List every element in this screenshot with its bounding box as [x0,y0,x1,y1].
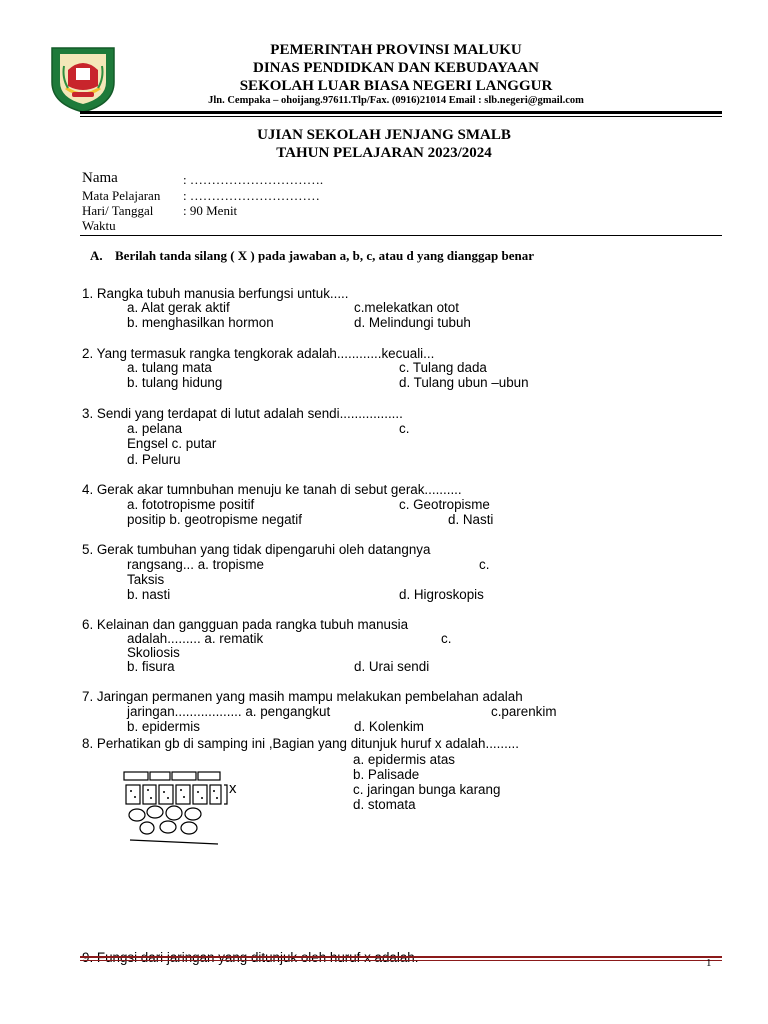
question-4: 4. Gerak akar tumnbuhan menuju ke tanah di sebut gerak.......... [82,482,462,497]
question-7: 7. Jaringan permanen yang masih mampu melakukan pembelahan adalah [82,689,523,704]
q3-option-a[interactable]: a. pelana [127,421,183,436]
q2-option-d[interactable]: d. Tulang ubun –ubun [399,375,529,390]
mapel-label: Mata Pelajaran [82,188,161,203]
nama-label: Nama [82,170,118,186]
footer-rule-2 [80,960,722,961]
q5-option-b[interactable]: b. nasti [127,587,171,602]
q7-option-d[interactable]: d. Kolenkim [354,719,424,734]
footer-rule [80,956,722,958]
header-rule-thick [80,111,722,114]
q5-option-line2[interactable]: rangsang... a. tropisme [127,557,264,572]
q7-option-line2[interactable]: jaringan.................. a. pengangkut [127,704,331,719]
question-5: 5. Gerak tumbuhan yang tidak dipengaruhi oleh datangnya [82,542,431,557]
q5-option-line3[interactable]: Taksis [127,572,165,587]
mapel-field[interactable]: : ………………………… [183,188,320,203]
q3-option-d[interactable]: d. Peluru [127,452,181,467]
q4-option-c[interactable]: c. Geotropisme [399,497,490,512]
q6-option-d[interactable]: d. Urai sendi [354,659,430,674]
q5-option-c[interactable]: c. [479,557,490,572]
header-address: Jln. Cempaka – ohoijang.97611.Tlp/Fax. (0916)21014 Email : slb.negeri@gmail.com [208,95,584,106]
waktu-label: Waktu [82,218,116,233]
header-line-2: DINAS PENDIDKAN DAN KEBUDAYAAN [252,60,539,76]
q5-option-d[interactable]: d. Higroskopis [399,587,484,602]
q3-option-line2[interactable]: Engsel c. putar [127,436,217,451]
identity-rule [80,235,722,236]
question-3: 3. Sendi yang terdapat di lutut adalah sendi................. [82,406,403,421]
q8-option-d[interactable]: d. stomata [353,797,416,812]
q4-option-d[interactable]: d. Nasti [448,512,494,527]
q6-option-b[interactable]: b. fisura [127,659,175,674]
q8-option-a[interactable]: a. epidermis atas [353,752,455,767]
exam-title-1: UJIAN SEKOLAH JENJANG SMALB [257,127,511,143]
q2-option-c[interactable]: c. Tulang dada [399,360,487,375]
q2-option-b[interactable]: b. tulang hidung [127,375,223,390]
q2-option-a[interactable]: a. tulang mata [127,360,212,375]
q1-option-c[interactable]: c.melekatkan otot [354,300,459,315]
q1-option-a[interactable]: a. Alat gerak aktif [127,300,230,315]
header-line-1: PEMERINTAH PROVINSI MALUKU [270,42,522,58]
exam-title-2: TAHUN PELAJARAN 2023/2024 [276,145,492,161]
question-6: 6. Kelainan dan gangguan pada rangka tubuh manusia [82,617,409,632]
q8-figure-label: x [229,780,237,797]
question-8: 8. Perhatikan gb di samping ini ,Bagian yang ditunjuk huruf x adalah......... [82,736,519,751]
section-a-instruction: Berilah tanda silang ( X ) pada jawaban a, b, c, atau d yang dianggap benar [115,248,534,263]
question-2: 2. Yang termasuk rangka tengkorak adalah............kecuali... [82,346,435,361]
nama-field[interactable]: : …………………………. [183,172,324,187]
header-rule-thin [80,116,722,117]
q1-option-d[interactable]: d. Melindungi tubuh [354,315,471,330]
q6-option-line2[interactable]: adalah......... a. rematik [127,631,264,646]
hari-value: : 90 Menit [183,203,238,218]
question-1: 1. Rangka tubuh manusia berfungsi untuk..... [82,286,349,301]
q4-option-line2[interactable]: positip b. geotropisme negatif [127,512,302,527]
q1-option-b[interactable]: b. menghasilkan hormon [127,315,274,330]
page-number: 1 [706,957,712,969]
q7-option-b[interactable]: b. epidermis [127,719,200,734]
q8-option-c[interactable]: c. jaringan bunga karang [353,782,501,797]
q8-option-b[interactable]: b. Palisade [353,767,420,782]
section-a-letter: A. [90,248,103,263]
header-line-3: SEKOLAH LUAR BIASA NEGERI LANGGUR [239,78,553,94]
q6-option-line3[interactable]: Skoliosis [127,645,180,660]
q4-option-a[interactable]: a. fototropisme positif [127,497,255,512]
q7-option-c[interactable]: c.parenkim [491,704,557,719]
q3-option-c[interactable]: c. [399,421,410,436]
q6-option-c[interactable]: c. [441,631,452,646]
hari-label: Hari/ Tanggal [82,203,154,218]
